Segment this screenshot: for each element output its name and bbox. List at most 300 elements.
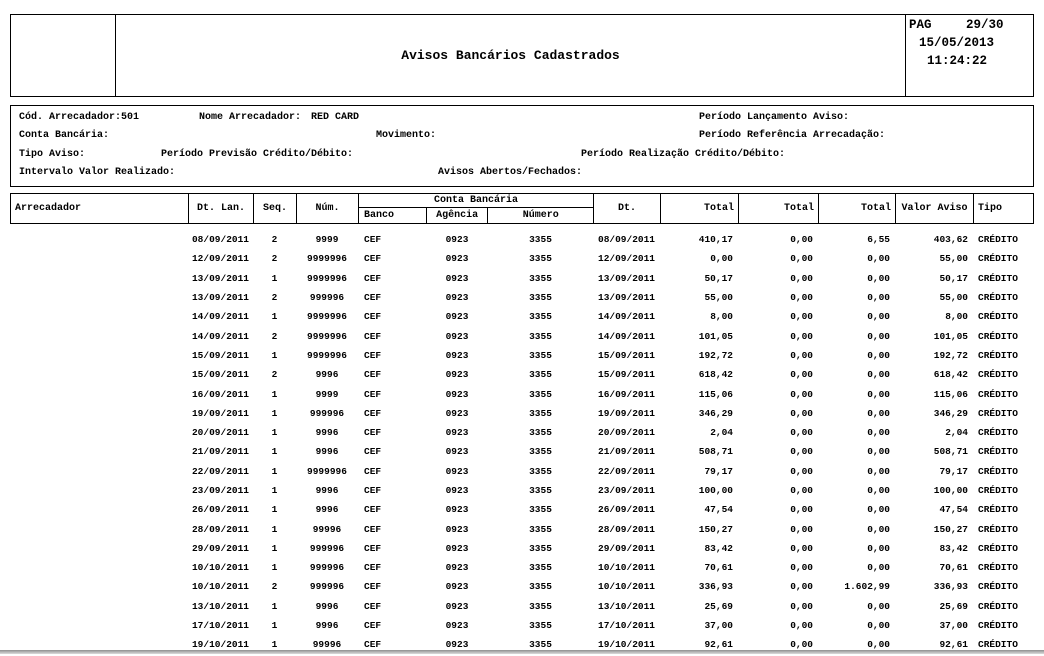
cell-tipo: CRÉDITO — [978, 465, 1018, 477]
cell-total3: 0,00 — [867, 369, 890, 381]
intervalo-valor-label: Intervalo Valor Realizado: — [19, 167, 176, 178]
cell-dt-lan: 17/10/2011 — [191, 620, 249, 632]
col-header-valor-aviso: Valor Aviso — [896, 194, 974, 223]
cell-dt: 08/09/2011 — [598, 234, 656, 246]
cell-tipo: CRÉDITO — [978, 407, 1018, 419]
cell-total1: 410,17 — [698, 234, 733, 246]
cell-tipo: CRÉDITO — [978, 562, 1018, 574]
report-time: 11:24:22 — [927, 54, 988, 68]
col-header-total-3: Total — [819, 194, 896, 223]
cod-arrecadador-label: Cód. Arrecadador: — [19, 112, 122, 123]
cell-agencia: 0923 — [445, 369, 469, 381]
cell-agencia: 0923 — [445, 620, 469, 632]
cell-num: 999996 — [309, 292, 345, 304]
col-header-dt-lan: Dt. Lan. — [189, 194, 254, 223]
cell-numero: 3355 — [529, 388, 552, 400]
cell-valor-aviso: 508,71 — [933, 446, 968, 458]
cell-total1: 346,29 — [698, 407, 733, 419]
cell-total3: 0,00 — [867, 446, 890, 458]
table-row — [10, 307, 1034, 326]
cell-dt: 23/09/2011 — [598, 485, 656, 496]
cell-total3: 0,00 — [867, 562, 890, 574]
page-number: 29/30 — [966, 18, 1004, 32]
table-row — [10, 539, 1034, 558]
cell-tipo: CRÉDITO — [978, 311, 1018, 323]
cell-banco: CEF — [364, 253, 382, 265]
cell-agencia: 0923 — [445, 523, 469, 535]
cell-num: 9996 — [315, 369, 339, 381]
cell-agencia: 0923 — [445, 311, 469, 323]
nome-arrecadador-value: RED CARD — [311, 112, 360, 123]
cell-valor-aviso: 83,42 — [939, 542, 968, 554]
cell-banco: CEF — [364, 272, 382, 284]
cell-agencia: 0923 — [445, 272, 469, 284]
cell-total1: 618,42 — [698, 369, 733, 381]
cell-tipo: CRÉDITO — [978, 272, 1018, 284]
cell-total3: 0,00 — [867, 427, 890, 439]
cell-dt-lan: 19/10/2011 — [191, 639, 249, 651]
cell-valor-aviso: 618,42 — [933, 369, 968, 381]
cell-dt: 22/09/2011 — [598, 465, 656, 477]
cell-dt: 12/09/2011 — [598, 253, 656, 265]
cell-banco: CEF — [364, 600, 382, 612]
cell-total2: 0,00 — [790, 504, 813, 516]
cell-agencia: 0923 — [445, 562, 469, 574]
cell-dt-lan: 13/10/2011 — [191, 600, 249, 612]
cell-num: 9999 — [315, 388, 339, 400]
table-header — [10, 193, 1034, 224]
cell-banco: CEF — [364, 639, 382, 651]
table-row — [10, 577, 1034, 596]
cell-total3: 6,55 — [867, 234, 890, 246]
cell-seq: 1 — [271, 542, 278, 554]
cell-total2: 0,00 — [790, 407, 813, 419]
cell-dt-lan: 19/09/2011 — [191, 407, 249, 419]
cell-dt-lan: 16/09/2011 — [191, 388, 249, 400]
cell-seq: 1 — [271, 427, 278, 439]
cell-dt-lan: 15/09/2011 — [191, 369, 249, 381]
col-header-seq: Seq. — [254, 194, 297, 223]
cell-numero: 3355 — [529, 600, 552, 612]
cell-dt: 29/09/2011 — [598, 542, 656, 554]
cell-agencia: 0923 — [445, 504, 469, 516]
cell-total2: 0,00 — [790, 311, 813, 323]
cell-total1: 83,42 — [704, 542, 733, 554]
cell-numero: 3355 — [529, 349, 552, 361]
cell-total2: 0,00 — [790, 234, 813, 246]
cell-num: 9999996 — [307, 465, 347, 477]
cell-num: 999996 — [309, 581, 345, 593]
cell-total2: 0,00 — [790, 388, 813, 400]
cell-total3: 0,00 — [867, 253, 890, 265]
report-header — [10, 14, 1034, 97]
cell-seq: 1 — [271, 562, 278, 574]
tipo-aviso-label: Tipo Aviso: — [19, 149, 86, 160]
cell-banco: CEF — [364, 292, 382, 304]
cell-total1: 47,54 — [704, 504, 733, 516]
cell-seq: 1 — [271, 523, 278, 535]
cell-dt-lan: 15/09/2011 — [191, 349, 249, 361]
cell-num: 9999996 — [307, 311, 347, 323]
table-row — [10, 384, 1034, 403]
cell-banco: CEF — [364, 311, 382, 323]
cell-dt-lan: 13/09/2011 — [191, 272, 249, 284]
cell-num: 9996 — [315, 446, 339, 458]
table-row — [10, 519, 1034, 538]
cell-total3: 0,00 — [867, 639, 890, 651]
cell-banco: CEF — [364, 388, 382, 400]
cell-tipo: CRÉDITO — [978, 388, 1018, 400]
cell-seq: 2 — [271, 234, 278, 246]
cell-dt: 13/09/2011 — [598, 292, 656, 304]
cell-total3: 0,00 — [867, 600, 890, 612]
cell-total2: 0,00 — [790, 620, 813, 632]
cell-numero: 3355 — [529, 234, 552, 246]
cell-banco: CEF — [364, 620, 382, 632]
table-row — [10, 423, 1034, 442]
cell-tipo: CRÉDITO — [978, 349, 1018, 361]
cell-valor-aviso: 336,93 — [933, 581, 968, 593]
cell-seq: 1 — [271, 465, 278, 477]
cell-numero: 3355 — [529, 330, 552, 342]
cell-total2: 0,00 — [790, 523, 813, 535]
table-row — [10, 269, 1034, 288]
cell-tipo: CRÉDITO — [978, 504, 1018, 516]
cell-numero: 3355 — [529, 504, 552, 516]
window-bottom-edge — [0, 650, 1044, 654]
periodo-previsao-label: Período Previsão Crédito/Débito: — [161, 149, 354, 160]
cell-tipo: CRÉDITO — [978, 446, 1018, 458]
cell-tipo: CRÉDITO — [978, 427, 1018, 439]
cell-valor-aviso: 70,61 — [939, 562, 968, 574]
cell-agencia: 0923 — [445, 639, 469, 651]
cell-total1: 336,93 — [698, 581, 733, 593]
cell-seq: 2 — [271, 581, 278, 593]
cell-dt: 13/09/2011 — [598, 272, 656, 284]
table-row — [10, 462, 1034, 481]
cell-agencia: 0923 — [445, 581, 469, 593]
cell-valor-aviso: 403,62 — [933, 234, 968, 246]
cell-dt: 14/09/2011 — [598, 311, 656, 323]
cell-dt: 16/09/2011 — [598, 388, 656, 400]
cell-banco: CEF — [364, 446, 382, 458]
table-row — [10, 365, 1034, 384]
col-header-conta-bancaria: Conta Bancária — [359, 194, 593, 208]
cell-total3: 0,00 — [867, 407, 890, 419]
cell-tipo: CRÉDITO — [978, 542, 1018, 554]
cell-numero: 3355 — [529, 407, 552, 419]
cell-banco: CEF — [364, 581, 382, 593]
cell-total3: 0,00 — [867, 388, 890, 400]
table-row — [10, 249, 1034, 268]
page-label: PAG — [909, 18, 932, 32]
cell-seq: 1 — [271, 407, 278, 419]
cell-total1: 508,71 — [698, 446, 733, 458]
cell-total1: 92,61 — [704, 639, 733, 651]
report-title: Avisos Bancários Cadastrados — [116, 15, 906, 96]
col-header-num: Núm. — [297, 194, 359, 223]
cell-total2: 0,00 — [790, 446, 813, 458]
cell-total1: 55,00 — [704, 292, 733, 304]
cell-banco: CEF — [364, 504, 382, 516]
cell-banco: CEF — [364, 542, 382, 554]
cell-total2: 0,00 — [790, 485, 813, 496]
cell-tipo: CRÉDITO — [978, 581, 1018, 593]
cell-dt: 10/10/2011 — [598, 581, 656, 593]
cell-tipo: CRÉDITO — [978, 523, 1018, 535]
cell-dt: 14/09/2011 — [598, 330, 656, 342]
cell-seq: 2 — [271, 292, 278, 304]
cod-arrecadador-value: 501 — [121, 112, 140, 123]
cell-dt-lan: 10/10/2011 — [191, 562, 249, 574]
cell-dt-lan: 14/09/2011 — [191, 311, 249, 323]
cell-num: 9996 — [315, 485, 339, 496]
cell-banco: CEF — [364, 407, 382, 419]
cell-num: 9999996 — [307, 272, 347, 284]
periodo-realizacao-label: Período Realização Crédito/Débito: — [581, 149, 786, 160]
cell-banco: CEF — [364, 369, 382, 381]
cell-numero: 3355 — [529, 369, 552, 381]
table-body — [10, 224, 1034, 655]
cell-tipo: CRÉDITO — [978, 292, 1018, 304]
col-header-numero: Número — [522, 210, 559, 221]
col-header-agencia: Agência — [427, 208, 489, 223]
cell-num: 999996 — [309, 562, 345, 574]
page-info — [906, 15, 1033, 96]
cell-valor-aviso: 2,04 — [945, 427, 968, 439]
cell-total3: 0,00 — [867, 292, 890, 304]
cell-total1: 101,05 — [698, 330, 733, 342]
cell-total3: 0,00 — [867, 349, 890, 361]
cell-agencia: 0923 — [445, 485, 469, 496]
cell-dt: 28/09/2011 — [598, 523, 656, 535]
cell-num: 9996 — [315, 620, 339, 632]
cell-total2: 0,00 — [790, 581, 813, 593]
cell-num: 999996 — [309, 542, 345, 554]
cell-dt-lan: 28/09/2011 — [191, 523, 249, 535]
cell-dt: 26/09/2011 — [598, 504, 656, 516]
cell-total1: 25,69 — [704, 600, 733, 612]
report-date: 15/05/2013 — [919, 36, 995, 50]
table-row — [10, 558, 1034, 577]
cell-total1: 50,17 — [704, 272, 733, 284]
cell-seq: 1 — [271, 639, 278, 651]
cell-valor-aviso: 150,27 — [933, 523, 968, 535]
cell-agencia: 0923 — [445, 600, 469, 612]
col-header-banco: Banco — [359, 208, 427, 223]
cell-total1: 8,00 — [710, 311, 733, 323]
cell-valor-aviso: 192,72 — [933, 349, 968, 361]
cell-valor-aviso: 55,00 — [939, 253, 968, 265]
cell-banco: CEF — [364, 234, 382, 246]
nome-arrecadador-label: Nome Arrecadador: — [199, 112, 302, 123]
table-row — [10, 346, 1034, 365]
cell-total1: 192,72 — [698, 349, 733, 361]
table-row — [10, 442, 1034, 461]
cell-numero: 3355 — [529, 446, 552, 458]
cell-valor-aviso: 50,17 — [939, 272, 968, 284]
cell-total1: 37,00 — [704, 620, 733, 632]
cell-numero: 3355 — [529, 485, 552, 496]
cell-numero: 3355 — [529, 311, 552, 323]
cell-dt-lan: 12/09/2011 — [191, 253, 249, 265]
cell-seq: 1 — [271, 388, 278, 400]
cell-agencia: 0923 — [445, 292, 469, 304]
cell-dt: 19/09/2011 — [598, 407, 656, 419]
cell-numero: 3355 — [529, 562, 552, 574]
cell-total1: 0,00 — [710, 253, 733, 265]
cell-numero: 3355 — [529, 639, 552, 651]
cell-total2: 0,00 — [790, 292, 813, 304]
cell-total2: 0,00 — [790, 562, 813, 574]
cell-numero: 3355 — [529, 292, 552, 304]
cell-dt-lan: 22/09/2011 — [191, 465, 249, 477]
cell-banco: CEF — [364, 330, 382, 342]
table-row — [10, 230, 1034, 249]
cell-total2: 0,00 — [790, 349, 813, 361]
cell-num: 9999 — [315, 234, 339, 246]
cell-agencia: 0923 — [445, 407, 469, 419]
cell-dt-lan: 20/09/2011 — [191, 427, 249, 439]
cell-dt-lan: 14/09/2011 — [191, 330, 249, 342]
cell-tipo: CRÉDITO — [978, 639, 1018, 651]
cell-total3: 0,00 — [867, 311, 890, 323]
cell-num: 999996 — [309, 407, 345, 419]
cell-valor-aviso: 92,61 — [939, 639, 968, 651]
col-header-total-1: Total — [661, 194, 739, 223]
cell-numero: 3355 — [529, 272, 552, 284]
conta-bancaria-label: Conta Bancária: — [19, 130, 110, 141]
cell-dt: 17/10/2011 — [598, 620, 656, 632]
cell-tipo: CRÉDITO — [978, 330, 1018, 342]
cell-total2: 0,00 — [790, 600, 813, 612]
col-group-conta-bancaria — [359, 194, 594, 223]
cell-valor-aviso: 346,29 — [933, 407, 968, 419]
cell-agencia: 0923 — [445, 349, 469, 361]
col-header-tipo: Tipo — [978, 203, 1003, 214]
cell-tipo: CRÉDITO — [978, 369, 1018, 381]
cell-banco: CEF — [364, 427, 382, 439]
cell-total2: 0,00 — [790, 272, 813, 284]
cell-total3: 0,00 — [867, 485, 890, 496]
periodo-referencia-label: Período Referência Arrecadação: — [699, 130, 886, 141]
cell-dt-lan: 29/09/2011 — [191, 542, 249, 554]
cell-seq: 1 — [271, 504, 278, 516]
cell-seq: 2 — [271, 253, 278, 265]
cell-agencia: 0923 — [445, 427, 469, 439]
cell-total2: 0,00 — [790, 542, 813, 554]
cell-total1: 79,17 — [704, 465, 733, 477]
cell-seq: 1 — [271, 446, 278, 458]
cell-total1: 115,06 — [698, 388, 733, 400]
cell-numero: 3355 — [529, 620, 552, 632]
table-row — [10, 500, 1034, 519]
cell-seq: 2 — [271, 369, 278, 381]
cell-numero: 3355 — [529, 427, 552, 439]
cell-tipo: CRÉDITO — [978, 234, 1018, 246]
cell-agencia: 0923 — [445, 388, 469, 400]
periodo-lancamento-label: Período Lançamento Aviso: — [699, 112, 850, 123]
cell-seq: 2 — [271, 330, 278, 342]
cell-total3: 0,00 — [867, 504, 890, 516]
cell-dt: 15/09/2011 — [598, 369, 656, 381]
cell-numero: 3355 — [529, 542, 552, 554]
table-row — [10, 597, 1034, 616]
cell-seq: 1 — [271, 620, 278, 632]
cell-dt-lan: 08/09/2011 — [191, 234, 249, 246]
cell-agencia: 0923 — [445, 253, 469, 265]
cell-dt-lan: 10/10/2011 — [191, 581, 249, 593]
cell-seq: 1 — [271, 311, 278, 323]
cell-total3: 1.602,99 — [844, 581, 890, 593]
cell-total3: 0,00 — [867, 465, 890, 477]
cell-dt: 15/09/2011 — [598, 349, 656, 361]
cell-dt-lan: 13/09/2011 — [191, 292, 249, 304]
cell-total3: 0,00 — [867, 272, 890, 284]
cell-valor-aviso: 55,00 — [939, 292, 968, 304]
cell-banco: CEF — [364, 485, 382, 496]
cell-valor-aviso: 37,00 — [939, 620, 968, 632]
cell-agencia: 0923 — [445, 446, 469, 458]
cell-num: 9996 — [315, 427, 339, 439]
cell-seq: 1 — [271, 349, 278, 361]
avisos-abertos-label: Avisos Abertos/Fechados: — [438, 167, 583, 178]
cell-tipo: CRÉDITO — [978, 600, 1018, 612]
cell-total2: 0,00 — [790, 427, 813, 439]
cell-dt: 10/10/2011 — [598, 562, 656, 574]
table-row — [10, 616, 1034, 635]
cell-total2: 0,00 — [790, 369, 813, 381]
filter-panel — [10, 105, 1034, 187]
cell-total1: 70,61 — [704, 562, 733, 574]
col-header-arrecadador: Arrecadador — [11, 194, 189, 223]
cell-dt: 13/10/2011 — [598, 600, 656, 612]
cell-banco: CEF — [364, 523, 382, 535]
cell-banco: CEF — [364, 349, 382, 361]
cell-seq: 1 — [271, 600, 278, 612]
cell-valor-aviso: 115,06 — [933, 388, 968, 400]
table-row — [10, 288, 1034, 307]
cell-num: 9999996 — [307, 330, 347, 342]
cell-total2: 0,00 — [790, 465, 813, 477]
cell-tipo: CRÉDITO — [978, 620, 1018, 632]
cell-valor-aviso: 79,17 — [939, 465, 968, 477]
cell-seq: 1 — [271, 485, 278, 496]
cell-banco: CEF — [364, 562, 382, 574]
logo-box — [11, 15, 116, 96]
table-row — [10, 404, 1034, 423]
cell-dt: 19/10/2011 — [598, 639, 656, 651]
cell-valor-aviso: 101,05 — [933, 330, 968, 342]
cell-valor-aviso: 100,00 — [933, 485, 968, 496]
cell-total2: 0,00 — [790, 253, 813, 265]
cell-total3: 0,00 — [867, 330, 890, 342]
cell-agencia: 0923 — [445, 234, 469, 246]
cell-numero: 3355 — [529, 253, 552, 265]
cell-tipo: CRÉDITO — [978, 485, 1018, 496]
cell-num: 9996 — [315, 504, 339, 516]
cell-dt-lan: 23/09/2011 — [191, 485, 249, 496]
cell-agencia: 0923 — [445, 330, 469, 342]
cell-dt-lan: 21/09/2011 — [191, 446, 249, 458]
col-header-dt: Dt. — [594, 194, 661, 223]
cell-num: 99996 — [312, 639, 342, 651]
col-header-total-2: Total — [739, 194, 819, 223]
cell-total1: 150,27 — [698, 523, 733, 535]
movimento-label: Movimento: — [376, 130, 437, 141]
cell-seq: 1 — [271, 272, 278, 284]
cell-num: 9996 — [315, 600, 339, 612]
